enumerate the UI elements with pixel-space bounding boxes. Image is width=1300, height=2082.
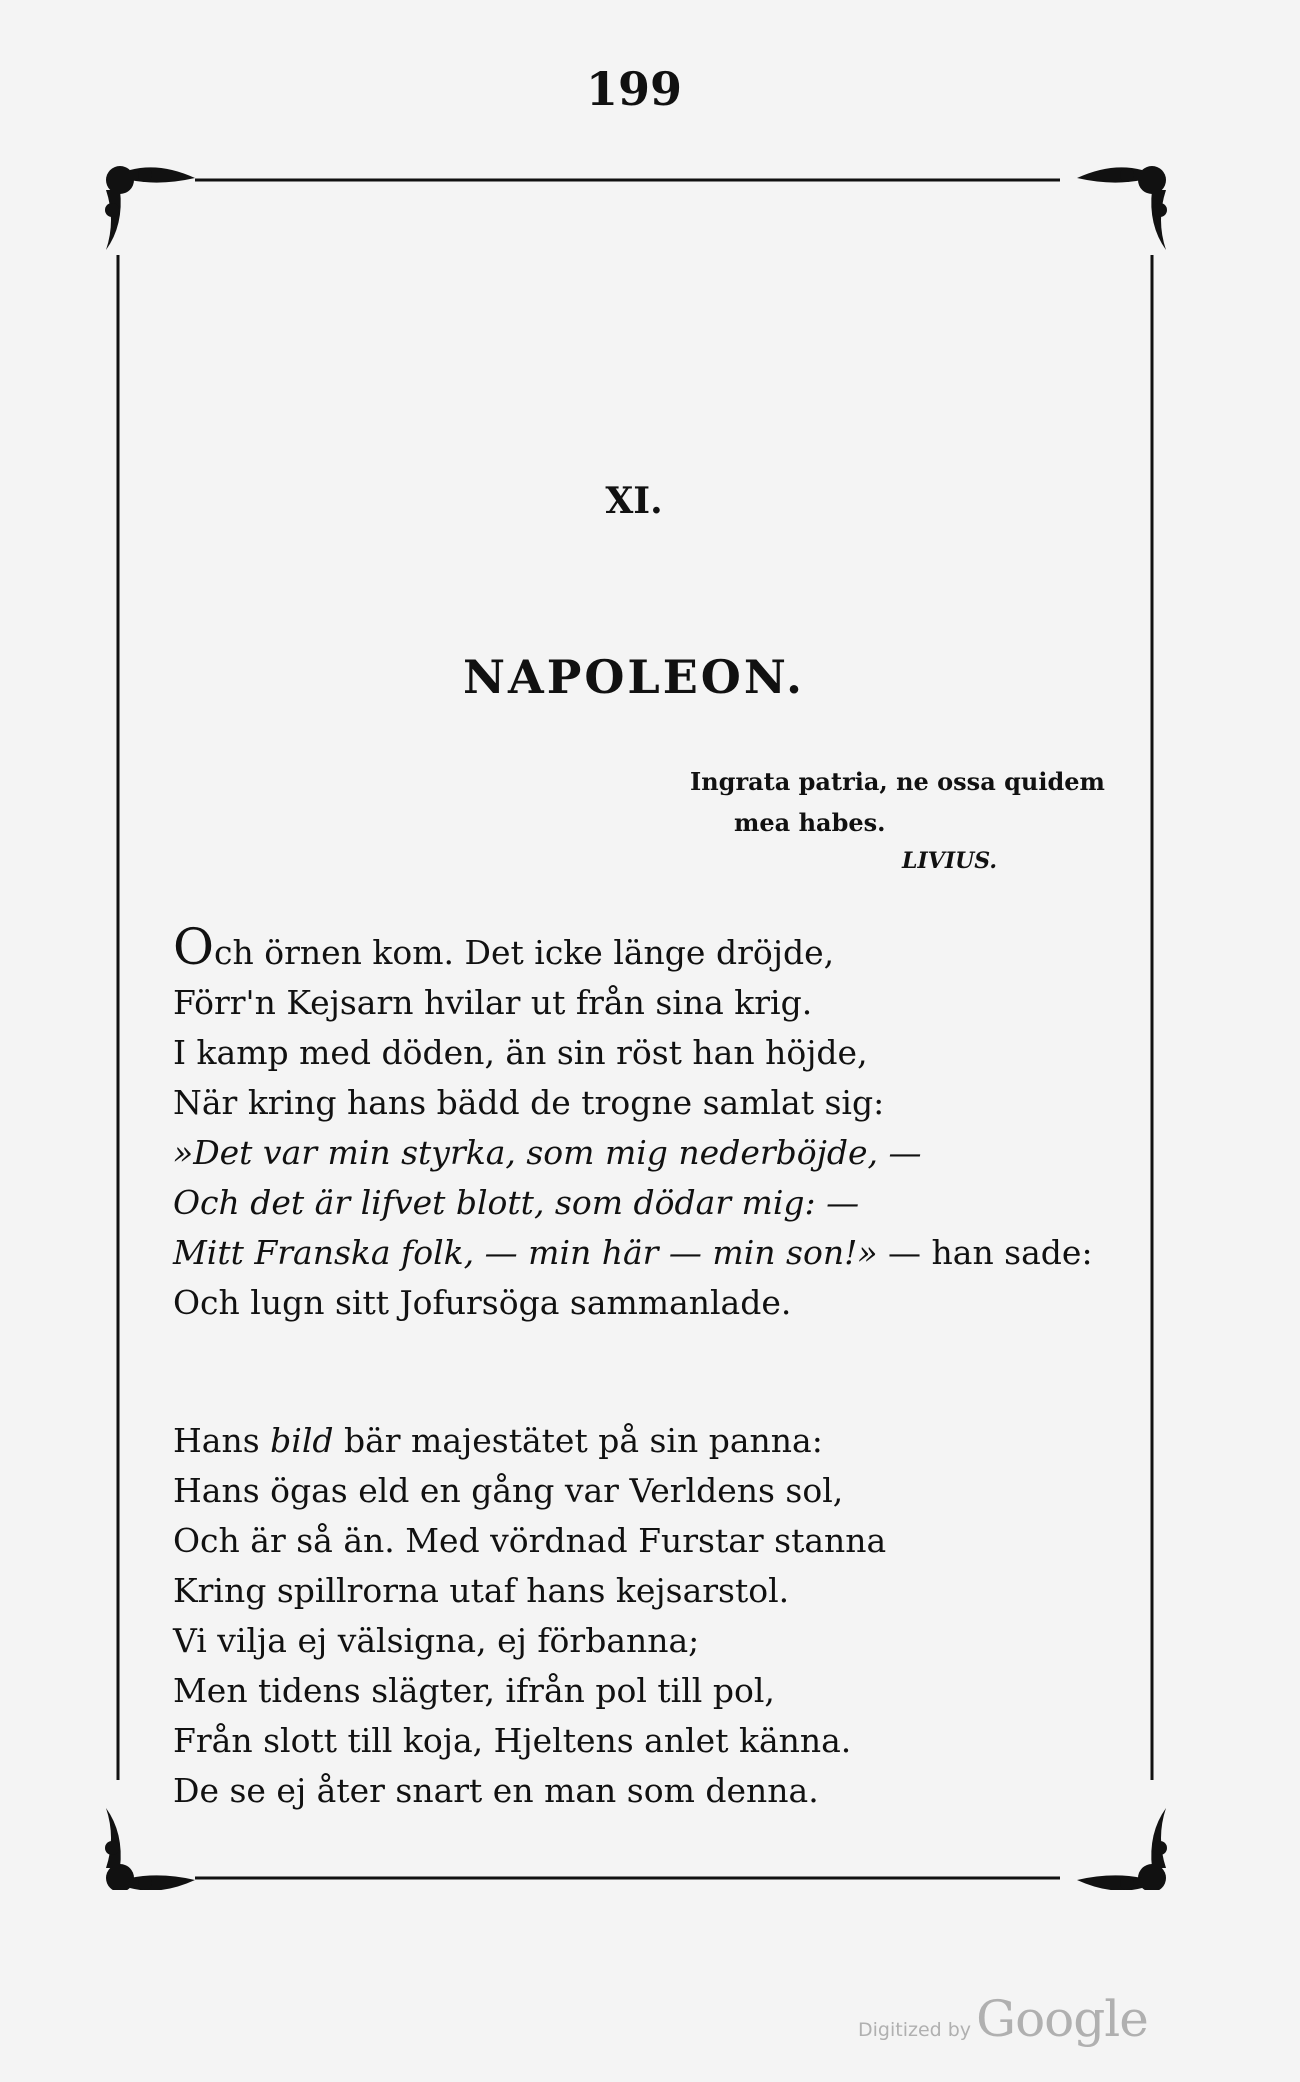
- epigraph-author: LIVIUS.: [902, 848, 998, 874]
- epigraph-line-2: mea habes.: [734, 808, 886, 837]
- verse-line: De se ej åter snart en man som denna.: [173, 1771, 819, 1810]
- verse-text-italic: Mitt Franska folk, — min här — min son!»: [173, 1233, 878, 1272]
- verse-line: [173, 1416, 886, 1466]
- verse-line: Och det är lifvet blott, som dödar mig: —: [173, 1183, 860, 1222]
- verse-text: Hans: [173, 1421, 271, 1460]
- verse-line: [173, 1228, 1093, 1278]
- poem-title: NAPOLEON.: [463, 650, 805, 704]
- verse-line: Från slott till koja, Hjeltens anlet känna.: [173, 1721, 852, 1760]
- stanza-2: [173, 1416, 886, 1816]
- chapter-number: XI.: [605, 480, 663, 522]
- verse-text: bär majestätet på sin panna:: [333, 1421, 823, 1460]
- verse-line: Och är så än. Med vördnad Furstar stanna: [173, 1521, 887, 1560]
- google-logo-text: Google: [976, 1990, 1148, 2048]
- verse-line: Hans ögas eld en gång var Verldens sol,: [173, 1471, 844, 1510]
- verse-line: Men tidens slägter, ifrån pol till pol,: [173, 1671, 775, 1710]
- verse-text: — han sade:: [877, 1233, 1093, 1272]
- verse-text: ch örnen kom. Det icke länge dröjde,: [214, 933, 835, 972]
- verse-text-italic: bild: [270, 1421, 334, 1460]
- verse-line: Kring spillrorna utaf hans kejsarstol.: [173, 1571, 790, 1610]
- stanza-1: [173, 918, 1093, 1328]
- drop-cap: O: [173, 918, 214, 976]
- verse-line: »Det var min styrka, som mig nederböjde, —: [173, 1133, 922, 1172]
- corner-ornament-top-right: [1077, 166, 1167, 250]
- digitized-by-watermark: [858, 1990, 1148, 2048]
- verse-line: Förr'n Kejsarn hvilar ut från sina krig.: [173, 983, 813, 1022]
- verse-line: Vi vilja ej välsigna, ej förbanna;: [173, 1621, 700, 1660]
- epigraph-line-1: Ingrata patria, ne ossa quidem: [690, 767, 1105, 796]
- digitized-by-label: Digitized by: [858, 2019, 972, 2041]
- verse-line: När kring hans bädd de trogne samlat sig:: [173, 1083, 885, 1122]
- verse-line: Och lugn sitt Jofursöga sammanlade.: [173, 1283, 792, 1322]
- corner-ornament-bottom-left: [105, 1808, 195, 1890]
- verse-line: I kamp med döden, än sin röst han höjde,: [173, 1033, 868, 1072]
- page-number: 199: [585, 62, 683, 116]
- corner-ornament-top-left: [105, 166, 195, 250]
- corner-ornament-bottom-right: [1077, 1808, 1167, 1890]
- verse-line: [173, 918, 1093, 978]
